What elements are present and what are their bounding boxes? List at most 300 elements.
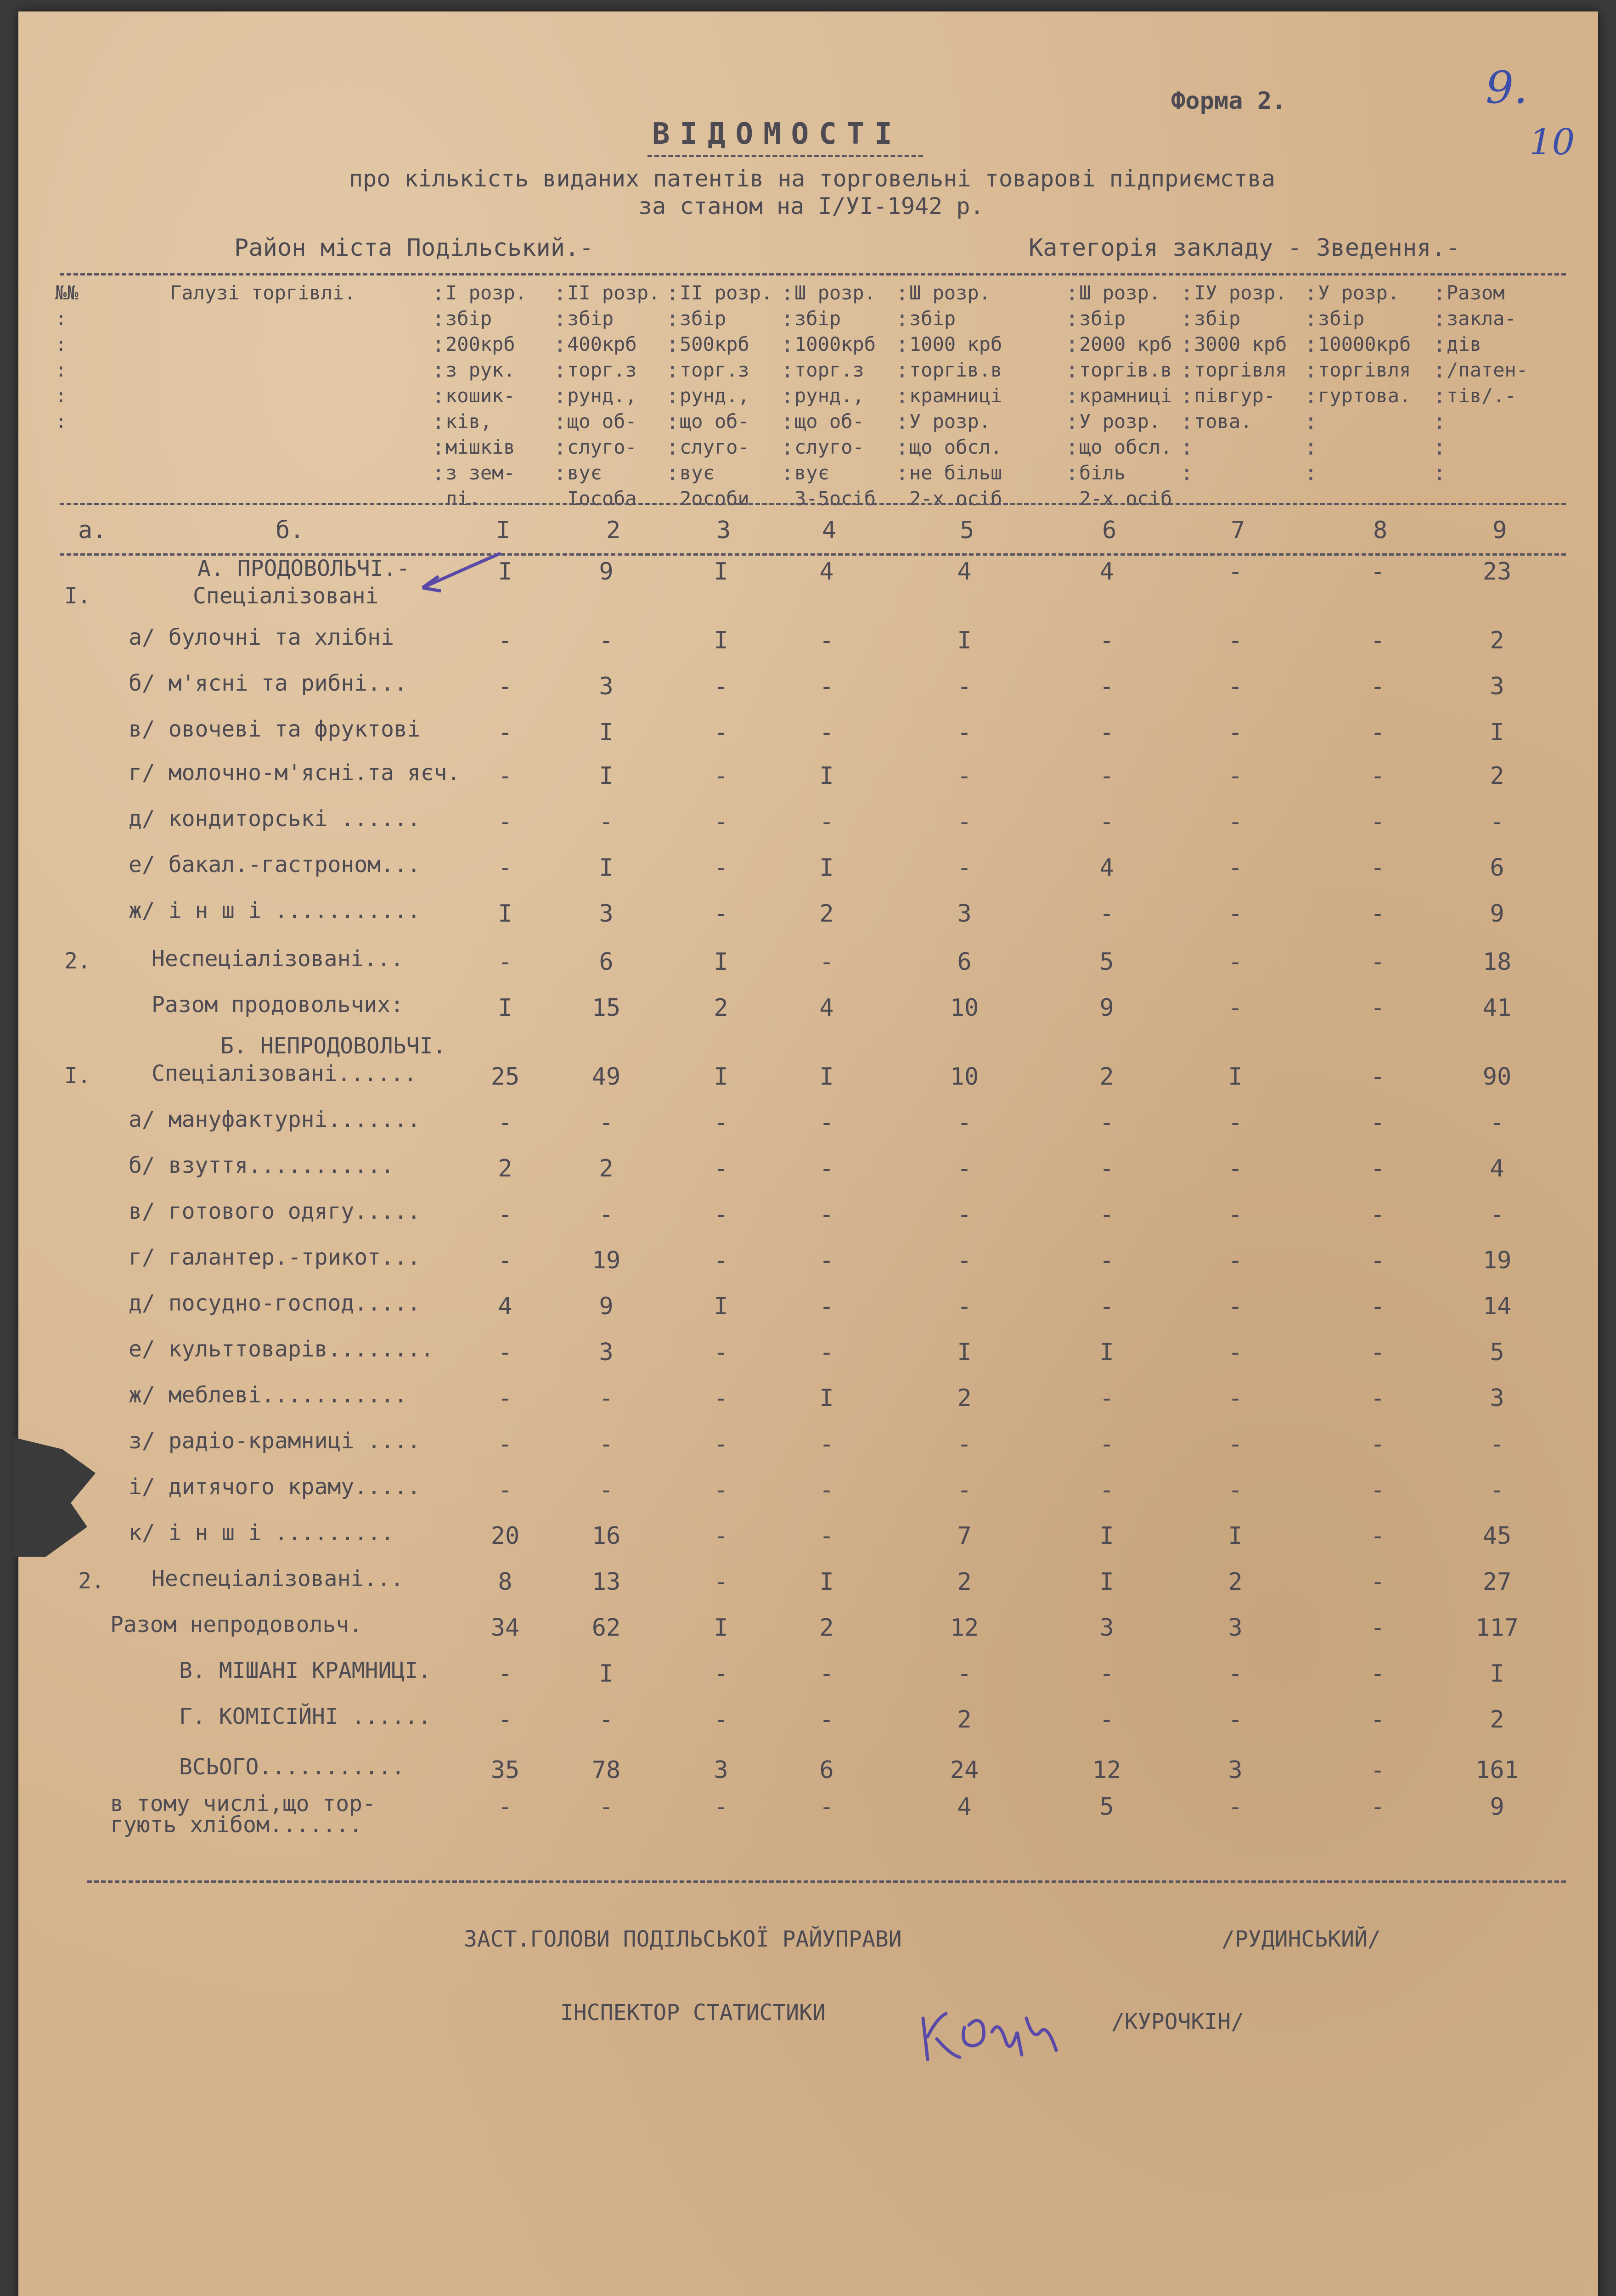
table-cell: - bbox=[714, 762, 728, 790]
column-separator: : : : : : : : : bbox=[781, 280, 794, 486]
table-cell: - bbox=[1099, 1109, 1114, 1137]
row-label: ж/ і н ш і ........... bbox=[129, 898, 421, 923]
table-cell: - bbox=[599, 1109, 614, 1137]
table-cell: І bbox=[1099, 1522, 1114, 1550]
table-cell: - bbox=[1228, 808, 1243, 836]
table-top-rule bbox=[60, 273, 1566, 276]
table-cell: - bbox=[1228, 1293, 1243, 1320]
table-cell: - bbox=[957, 1247, 972, 1274]
table-cell: 7 bbox=[957, 1522, 972, 1550]
table-cell: - bbox=[599, 1706, 614, 1733]
row-label: Разом непродовольч. bbox=[110, 1612, 363, 1638]
table-cell: 5 bbox=[1490, 1339, 1504, 1366]
table-cell: - bbox=[1370, 1384, 1385, 1412]
inspector-name: /КУРОЧКІН/ bbox=[1111, 2009, 1244, 2035]
table-cell: - bbox=[1099, 1155, 1114, 1182]
table-cell: І bbox=[1228, 1522, 1243, 1550]
row-label: В. МІШАНІ КРАМНИЦІ. bbox=[179, 1658, 432, 1683]
table-cell: - bbox=[1228, 1476, 1243, 1504]
table-cell: 4 bbox=[498, 1293, 512, 1320]
row-label: Г. КОМІСІЙНІ ...... bbox=[179, 1704, 432, 1729]
column-header-6: Ш розр. збір 1000 крб торгів.в крамниці У розр. що обсл. не більш 2-х осіб bbox=[909, 281, 1002, 510]
table-cell: - bbox=[714, 1109, 728, 1137]
table-cell: - bbox=[1370, 1201, 1385, 1228]
table-cell: - bbox=[1228, 1201, 1243, 1228]
table-cell: І bbox=[498, 994, 512, 1022]
table-cell: - bbox=[498, 854, 512, 882]
column-header-9: У розр. збір 10000крб торгівля гуртова. bbox=[1318, 281, 1411, 407]
table-cell: 27 bbox=[1482, 1568, 1512, 1596]
table-cell: - bbox=[1228, 1793, 1243, 1821]
table-cell: 3 bbox=[1228, 1756, 1243, 1784]
table-cell: 9 bbox=[599, 1293, 614, 1320]
table-cell: 19 bbox=[1482, 1247, 1512, 1274]
table-cell: І bbox=[599, 854, 614, 882]
table-cell: - bbox=[1370, 1756, 1385, 1784]
column-header-8: ІУ розр. збір 3000 крб торгівля півгур- това. bbox=[1194, 281, 1287, 433]
table-cell: - bbox=[819, 719, 834, 746]
table-cell: І bbox=[599, 762, 614, 790]
table-cell: 4 bbox=[1490, 1155, 1504, 1182]
table-cell: 3 bbox=[599, 673, 614, 700]
column-index-5: 4 bbox=[822, 517, 837, 544]
row-label: Разом продовольчих: bbox=[152, 992, 404, 1018]
table-cell: І bbox=[1099, 1339, 1114, 1366]
table-cell: 20 bbox=[490, 1522, 520, 1550]
table-cell: - bbox=[714, 808, 728, 836]
table-cell: - bbox=[819, 1155, 834, 1182]
table-cell: - bbox=[957, 1293, 972, 1320]
column-separator: : : : : : : : : bbox=[895, 280, 909, 486]
table-cell: - bbox=[1370, 1614, 1385, 1642]
table-cell: - bbox=[1099, 1476, 1114, 1504]
column-index-3: 2 bbox=[606, 517, 621, 544]
row-label: в/ готового одягу..... bbox=[129, 1199, 421, 1224]
table-cell: І bbox=[498, 900, 512, 928]
column-index-10: 9 bbox=[1492, 517, 1507, 544]
table-cell: І bbox=[714, 1293, 728, 1320]
table-cell: - bbox=[957, 854, 972, 882]
row-label: б/ взуття........... bbox=[129, 1153, 394, 1178]
table-cell: - bbox=[1490, 1201, 1504, 1228]
document-subtitle: про кількість виданих патентів на торговельні товарові підприємства bbox=[349, 165, 1275, 192]
torn-edge bbox=[13, 1437, 96, 1557]
table-cell: - bbox=[819, 1339, 834, 1366]
table-cell: - bbox=[1228, 558, 1243, 585]
table-cell: 3 bbox=[1228, 1614, 1243, 1642]
table-cell: - bbox=[1099, 719, 1114, 746]
column-header-7: Ш розр. збір 2000 крб торгів.в крамниці У розр. що обсл. біль 2-х осіб bbox=[1079, 281, 1172, 510]
row-label: Неспеціалізовані... bbox=[152, 946, 404, 972]
table-cell: - bbox=[599, 1793, 614, 1821]
table-cell: - bbox=[1370, 1476, 1385, 1504]
table-cell: - bbox=[1099, 673, 1114, 700]
row-label: г/ молочно-м'ясні.та яєч. bbox=[129, 760, 461, 786]
table-cell: - bbox=[498, 1476, 512, 1504]
column-index-2: І bbox=[496, 517, 511, 544]
row-label: д/ кондиторські ...... bbox=[129, 806, 421, 832]
table-cell: І bbox=[1228, 1063, 1243, 1091]
table-cell: 6 bbox=[957, 948, 972, 976]
table-cell: - bbox=[819, 1522, 834, 1550]
table-cell: 2 bbox=[599, 1155, 614, 1182]
table-cell: - bbox=[714, 1793, 728, 1821]
table-cell: І bbox=[714, 1063, 728, 1091]
table-cell: - bbox=[819, 1293, 834, 1320]
row-number: І. bbox=[64, 583, 91, 609]
table-cell: - bbox=[1370, 627, 1385, 654]
column-separator: : : : : : : : : bbox=[1065, 280, 1079, 486]
row-label: з/ радіо-крамниці .... bbox=[129, 1428, 421, 1454]
table-cell: - bbox=[1370, 1568, 1385, 1596]
table-cell: - bbox=[498, 719, 512, 746]
table-cell: - bbox=[498, 1109, 512, 1137]
table-cell: 4 bbox=[1099, 854, 1114, 882]
table-cell: І bbox=[714, 627, 728, 654]
table-cell: 41 bbox=[1482, 994, 1512, 1022]
table-cell: І bbox=[819, 762, 834, 790]
table-cell: І bbox=[819, 1384, 834, 1412]
table-cell: 2 bbox=[498, 1155, 512, 1182]
table-cell: - bbox=[714, 1706, 728, 1733]
table-cell: - bbox=[957, 719, 972, 746]
table-cell: - bbox=[498, 1339, 512, 1366]
table-cell: - bbox=[1228, 1155, 1243, 1182]
table-cell: - bbox=[1228, 900, 1243, 928]
table-cell: - bbox=[957, 1430, 972, 1458]
table-cell: - bbox=[957, 673, 972, 700]
table-cell: - bbox=[599, 627, 614, 654]
table-cell: - bbox=[1228, 948, 1243, 976]
archive-number-sub: 10 bbox=[1529, 122, 1575, 163]
table-cell: - bbox=[1370, 994, 1385, 1022]
row-number: 2. bbox=[78, 1568, 105, 1594]
column-index-7: 6 bbox=[1102, 517, 1117, 544]
column-header-4: ІІ розр. збір 500крб торг.з рунд., що об- слуго- вує 2особи bbox=[680, 281, 773, 510]
table-cell: 5 bbox=[1099, 948, 1114, 976]
table-cell: 23 bbox=[1482, 558, 1512, 585]
category-label: Категорія закладу - Зведення.- bbox=[1029, 234, 1460, 262]
table-cell: - bbox=[1228, 994, 1243, 1022]
column-header-3: ІІ розр. збір 400крб торг.з рунд., що об- слуго- вує Іособа bbox=[567, 281, 660, 510]
table-cell: - bbox=[714, 1568, 728, 1596]
column-header-5: Ш розр. збір 1000крб торг.з рунд., що об- слуго- вує 3-5осіб bbox=[794, 281, 876, 510]
table-cell: - bbox=[819, 1109, 834, 1137]
table-cell: - bbox=[1370, 1339, 1385, 1366]
table-cell: - bbox=[498, 762, 512, 790]
table-cell: - bbox=[714, 1522, 728, 1550]
column-index-6: 5 bbox=[960, 517, 974, 544]
table-cell: - bbox=[714, 1155, 728, 1182]
table-cell: - bbox=[1490, 1430, 1504, 1458]
column-separator: : : : : : : : : bbox=[666, 280, 679, 486]
table-cell: 5 bbox=[1099, 1793, 1114, 1821]
table-cell: - bbox=[1099, 1201, 1114, 1228]
table-cell: - bbox=[498, 1384, 512, 1412]
table-cell: 2 bbox=[1490, 1706, 1504, 1733]
table-cell: 90 bbox=[1482, 1063, 1512, 1091]
table-cell: - bbox=[1099, 900, 1114, 928]
table-cell: 13 bbox=[591, 1568, 621, 1596]
table-cell: - bbox=[1370, 1063, 1385, 1091]
table-cell: - bbox=[957, 762, 972, 790]
table-cell: І bbox=[1490, 1660, 1504, 1688]
table-cell: 6 bbox=[1490, 854, 1504, 882]
table-cell: - bbox=[819, 1706, 834, 1733]
table-cell: - bbox=[819, 1476, 834, 1504]
table-cell: 19 bbox=[591, 1247, 621, 1274]
table-cell: І bbox=[714, 1614, 728, 1642]
table-cell: 14 bbox=[1482, 1293, 1512, 1320]
table-cell: 34 bbox=[490, 1614, 520, 1642]
table-cell: - bbox=[714, 1430, 728, 1458]
table-cell: І bbox=[1099, 1568, 1114, 1596]
column-header-2: І розр. збір 200крб з рук. кошик- ків, мішків з зем- лі. bbox=[445, 281, 527, 510]
table-cell: 4 bbox=[1099, 558, 1114, 585]
table-cell: - bbox=[599, 1384, 614, 1412]
row-label: Спеціалізовані bbox=[193, 583, 379, 609]
table-cell: І bbox=[957, 1339, 972, 1366]
column-separator: : : : : : : : : bbox=[1180, 280, 1194, 486]
table-cell: 3 bbox=[599, 900, 614, 928]
table-cell: - bbox=[1370, 1293, 1385, 1320]
row-label: а/ мануфактурні....... bbox=[129, 1107, 421, 1132]
row-label: Неспеціалізовані... bbox=[152, 1566, 404, 1592]
table-cell: - bbox=[498, 673, 512, 700]
column-header-1: Галузі торгівлі. bbox=[170, 281, 356, 304]
document-date: за станом на І/УІ-1942 р. bbox=[638, 193, 984, 219]
table-cell: - bbox=[1099, 627, 1114, 654]
table-cell: - bbox=[714, 719, 728, 746]
table-cell: - bbox=[1370, 854, 1385, 882]
table-cell: - bbox=[714, 1201, 728, 1228]
table-cell: - bbox=[1228, 719, 1243, 746]
table-cell: - bbox=[1370, 1247, 1385, 1274]
table-cell: - bbox=[957, 1109, 972, 1137]
table-cell: - bbox=[1228, 854, 1243, 882]
row-label: Б. НЕПРОДОВОЛЬЧІ. bbox=[220, 1033, 446, 1059]
table-cell: - bbox=[1228, 1247, 1243, 1274]
table-cell: 25 bbox=[490, 1063, 520, 1091]
table-cell: І bbox=[599, 1660, 614, 1688]
table-cell: - bbox=[1370, 1793, 1385, 1821]
table-cell: 2 bbox=[957, 1568, 972, 1596]
table-cell: - bbox=[1099, 1660, 1114, 1688]
table-cell: 4 bbox=[819, 994, 834, 1022]
table-cell: 62 bbox=[591, 1614, 621, 1642]
table-cell: 2 bbox=[1490, 627, 1504, 654]
table-cell: І bbox=[714, 948, 728, 976]
row-label: б/ м'ясні та рибні... bbox=[129, 670, 407, 696]
table-cell: - bbox=[1370, 1430, 1385, 1458]
table-cell: - bbox=[714, 1476, 728, 1504]
document-title: ВІДОМОСТІ bbox=[652, 117, 902, 151]
table-cell: - bbox=[1370, 762, 1385, 790]
table-cell: 3 bbox=[1490, 673, 1504, 700]
table-cell: - bbox=[1099, 762, 1114, 790]
row-label: е/ бакал.-гастроном... bbox=[129, 852, 421, 878]
table-cell: - bbox=[599, 1476, 614, 1504]
column-separator: : : : : : : : : bbox=[1304, 280, 1318, 486]
table-cell: - bbox=[1228, 1706, 1243, 1733]
table-cell: 2 bbox=[819, 900, 834, 928]
row-label: д/ посудно-господ..... bbox=[129, 1290, 421, 1316]
handwritten-signature bbox=[918, 2000, 1065, 2069]
table-cell: - bbox=[498, 1660, 512, 1688]
table-cell: - bbox=[1370, 900, 1385, 928]
title-underline bbox=[648, 155, 923, 157]
inspector-title: ІНСПЕКТОР СТАТИСТИКИ bbox=[560, 2000, 826, 2026]
table-cell: 4 bbox=[957, 1793, 972, 1821]
table-cell: 12 bbox=[1092, 1756, 1121, 1784]
table-cell: - bbox=[1370, 719, 1385, 746]
table-cell: - bbox=[1370, 1109, 1385, 1137]
table-cell: 24 bbox=[950, 1756, 979, 1784]
table-cell: 10 bbox=[950, 1063, 979, 1091]
table-cell: - bbox=[957, 1660, 972, 1688]
table-cell: 2 bbox=[957, 1384, 972, 1412]
column-index-9: 8 bbox=[1373, 517, 1388, 544]
table-cell: - bbox=[819, 808, 834, 836]
table-cell: - bbox=[1370, 948, 1385, 976]
table-cell: - bbox=[1099, 1384, 1114, 1412]
row-label: а/ булочні та хлібні bbox=[129, 625, 394, 650]
table-cell: - bbox=[599, 1201, 614, 1228]
table-cell: - bbox=[1370, 1155, 1385, 1182]
table-cell: 35 bbox=[490, 1756, 520, 1784]
table-cell: - bbox=[1490, 1476, 1504, 1504]
row-label: А. ПРОДОВОЛЬЧІ.- bbox=[197, 556, 410, 581]
table-cell: 2 bbox=[1099, 1063, 1114, 1091]
row-label: в тому числі,що тор- гують хлібом....... bbox=[110, 1791, 376, 1838]
column-index-1: б. bbox=[276, 517, 304, 544]
table-cell: - bbox=[1099, 1430, 1114, 1458]
table-cell: - bbox=[498, 948, 512, 976]
row-label: ВСЬОГО........... bbox=[179, 1754, 405, 1780]
table-cell: 4 bbox=[957, 558, 972, 585]
deputy-name: /РУДИНСЬКИЙ/ bbox=[1222, 1926, 1381, 1952]
table-cell: І bbox=[498, 558, 512, 585]
table-cell: 2 bbox=[819, 1614, 834, 1642]
table-cell: 6 bbox=[599, 948, 614, 976]
table-cell: - bbox=[1099, 1706, 1114, 1733]
table-cell: 9 bbox=[599, 558, 614, 585]
table-cell: - bbox=[1228, 1339, 1243, 1366]
table-cell: 9 bbox=[1099, 994, 1114, 1022]
table-cell: - bbox=[1228, 1384, 1243, 1412]
table-cell: - bbox=[1099, 808, 1114, 836]
table-cell: - bbox=[498, 1201, 512, 1228]
table-cell: - bbox=[1228, 762, 1243, 790]
document-sheet bbox=[18, 11, 1598, 2296]
table-cell: І bbox=[599, 719, 614, 746]
column-separator: : : : : : : : : bbox=[432, 280, 445, 486]
table-cell: 2 bbox=[957, 1706, 972, 1733]
table-cell: - bbox=[957, 1155, 972, 1182]
district-label: Район міста Подільський.- bbox=[234, 234, 594, 262]
table-cell: 3 bbox=[1490, 1384, 1504, 1412]
row-label: і/ дитячого краму..... bbox=[129, 1474, 421, 1500]
table-cell: - bbox=[957, 1476, 972, 1504]
table-cell: І bbox=[1490, 719, 1504, 746]
table-cell: 3 bbox=[714, 1756, 728, 1784]
column-header-10: Разом заклa- дів /патен- тів/.- bbox=[1447, 281, 1528, 407]
table-cell: І bbox=[819, 854, 834, 882]
table-cell: 161 bbox=[1475, 1756, 1519, 1784]
table-cell: 3 bbox=[599, 1339, 614, 1366]
table-cell: 9 bbox=[1490, 900, 1504, 928]
table-cell: - bbox=[1370, 1522, 1385, 1550]
table-cell: - bbox=[498, 627, 512, 654]
table-cell: - bbox=[1370, 673, 1385, 700]
table-cell: - bbox=[957, 808, 972, 836]
table-cell: І bbox=[819, 1568, 834, 1596]
table-cell: - bbox=[1099, 1247, 1114, 1274]
table-cell: - bbox=[819, 673, 834, 700]
table-cell: 2 bbox=[714, 994, 728, 1022]
table-cell: - bbox=[1228, 1660, 1243, 1688]
table-cell: - bbox=[714, 1247, 728, 1274]
row-label: в/ овочеві та фруктові bbox=[129, 716, 421, 742]
table-cell: - bbox=[714, 673, 728, 700]
row-number: 2. bbox=[64, 948, 91, 974]
table-cell: - bbox=[714, 1384, 728, 1412]
table-cell: 117 bbox=[1475, 1614, 1519, 1642]
table-cell: 78 bbox=[591, 1756, 621, 1784]
form-label: Форма 2. bbox=[1171, 87, 1286, 115]
table-cell: - bbox=[819, 1430, 834, 1458]
table-cell: 16 bbox=[591, 1522, 621, 1550]
table-cell: - bbox=[819, 1793, 834, 1821]
table-cell: - bbox=[1228, 1109, 1243, 1137]
table-cell: - bbox=[819, 1247, 834, 1274]
table-cell: - bbox=[599, 808, 614, 836]
table-cell: - bbox=[714, 900, 728, 928]
row-label: г/ галантер.-трикот... bbox=[129, 1244, 421, 1270]
table-cell: - bbox=[957, 1201, 972, 1228]
column-separator: : : : : : : : : bbox=[1433, 280, 1446, 486]
table-cell: 8 bbox=[498, 1568, 512, 1596]
table-cell: І bbox=[819, 1063, 834, 1091]
table-cell: 45 bbox=[1482, 1522, 1512, 1550]
table-cell: - bbox=[1370, 1706, 1385, 1733]
row-label: е/ культтоварів........ bbox=[129, 1336, 434, 1362]
table-cell: - bbox=[714, 854, 728, 882]
column-index-8: 7 bbox=[1231, 517, 1245, 544]
column-index-4: 3 bbox=[716, 517, 731, 544]
table-cell: - bbox=[819, 627, 834, 654]
table-cell: - bbox=[1228, 627, 1243, 654]
table-cell: - bbox=[498, 1706, 512, 1733]
table-cell: 4 bbox=[819, 558, 834, 585]
table-cell: - bbox=[1228, 673, 1243, 700]
row-label: ж/ меблеві........... bbox=[129, 1382, 407, 1408]
table-cell: - bbox=[714, 1660, 728, 1688]
header-rule bbox=[60, 503, 1566, 505]
table-cell: - bbox=[1370, 558, 1385, 585]
table-cell: І bbox=[957, 627, 972, 654]
table-cell: 15 bbox=[591, 994, 621, 1022]
table-cell: - bbox=[1228, 1430, 1243, 1458]
deputy-title: ЗАСТ.ГОЛОВИ ПОДІЛЬСЬКОЇ РАЙУПРАВИ bbox=[464, 1926, 902, 1952]
table-cell: 12 bbox=[950, 1614, 979, 1642]
table-cell: 3 bbox=[957, 900, 972, 928]
column-separator: : : : : : : : : bbox=[553, 280, 567, 486]
table-cell: - bbox=[498, 1430, 512, 1458]
column-index-0: а. bbox=[78, 517, 107, 544]
table-cell: 18 bbox=[1482, 948, 1512, 976]
table-cell: - bbox=[819, 1660, 834, 1688]
